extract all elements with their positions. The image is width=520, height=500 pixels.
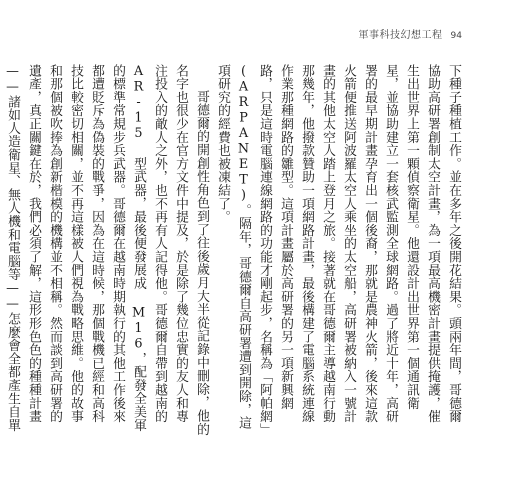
page-number: 94 xyxy=(450,31,462,41)
paragraph: 下種子種植工作。並在多年之後開花結果。頭兩年間，哥德爾協助高研署創制太空計畫，為一項最高機密計畫提供掩護，催生出世界上第一顆偵察衛星。他還設計出世界第一個通訊衛星，並協助建立一套核武監測全球網路。過了將近十年，高研署的最早期計畫孕育出一個後裔，那就是農神火箭，後來這款火箭便推送阿波羅太空人乘坐的太空船，高研署被納入一號計畫的其他太空人踏上登月之旅。接著就在哥德爾主導越南行動那幾年，他撥款贊助一項網路計畫，最後構建了電腦系統連線作業那種網路的雛型。這項計畫屬於高研署的另一項新興網路，只是這時電腦連線網路的功能才剛起步，名稱為「阿帕網」(ARPANET)。隔年，哥德爾自高研署遭到開除，這項研究的經費也被凍結了。 xyxy=(215,64,461,430)
page-header xyxy=(359,26,462,41)
running-title: 軍事科技幻想工程 xyxy=(358,30,443,41)
body-text xyxy=(5,64,464,436)
paragraph: 哥德爾的開創性角色到了往後歲月大半從記錄中刪除，他的名字也很少在官方文件中提及，於是除了幾位忠實的友人和專注投入的敵人之外，也不再有人記得他。哥德爾自帶到越南的 AR-15 型武器，最後便發展成 M16，配發全美軍的標準常規步兵武器。哥德爾在越南時期執行的其他工作後來都遭貶斥為偽裝的戰爭，因為在這時候，那個戰機已經和高科技比較密切相關，並不再這樣被人們視為戰略思維。他的故事和那個被吹捧為創新楷模的機構並不相稱。然而談到高研署的遺產，真正關鍵在於，我們必須了解，這形形色色的種種計畫——諸如人造衛星、無人機和電腦等——怎麼會全都產生自單 xyxy=(5,64,209,436)
